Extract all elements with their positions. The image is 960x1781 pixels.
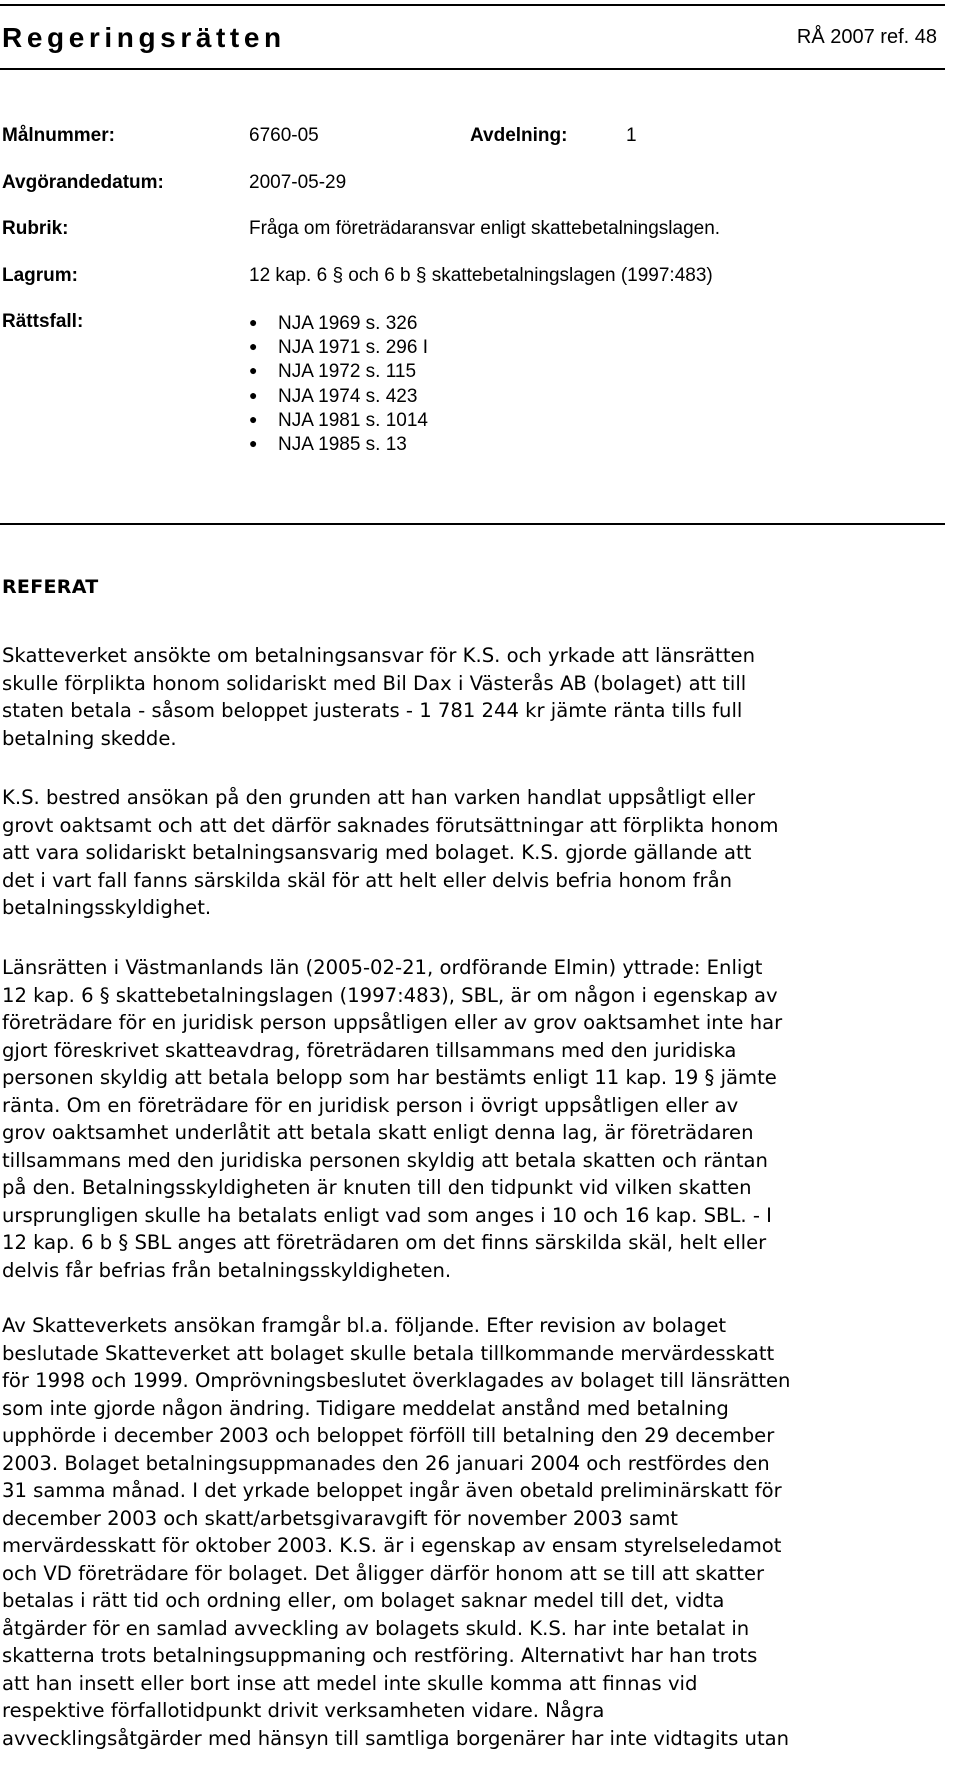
referat-heading: REFERAT	[2, 576, 99, 598]
avgorandedatum-label: Avgörandedatum:	[2, 172, 164, 193]
header-bar	[0, 4, 945, 70]
case-reference: RÅ 2007 ref. 48	[796, 26, 937, 48]
lagrum-value: 12 kap. 6 § och 6 b § skattebetalningslagen (1997:483)	[249, 265, 713, 286]
paragraph: Länsrätten i Västmanlands län (2005-02-21, ordförande Elmin) yttrade: Enligt 12 kap. 6 § skattebetalningslagen (1997:483), SBL, är om någon i egenskap av företrädare för en juridisk person uppsåtligen eller av grov oaktsamhet inte har gjort föreskrivet skatteavdrag, företrädaren tillsammans med den juridiska personen skyldig att betala belopp som har bestämts enligt 11 kap. 19 § jämte ränta. Om en företrädare för en juridisk person i övrigt uppsåtligen eller av grov oaktsamhet underlåtit att betala skatt enligt denna lag, är företrädaren tillsammans med den juridiska personen skyldig att betala skatten och räntan på den. Betalningsskyldigheten är knuten till den tidpunkt vid vilken skatten ursprungligen skulle ha betalats enligt vad som anges i 10 och 16 kap. SBL. - I 12 kap. 6 b § SBL anges att företrädaren om det finns särskilda skäl, helt eller delvis får befrias från betalningsskyldigheten.	[2, 956, 783, 1282]
malnummer-label: Målnummer:	[2, 125, 115, 146]
rubrik-value: Fråga om företrädaransvar enligt skattebetalningslagen.	[249, 218, 721, 239]
avdelning-value: 1	[626, 125, 637, 146]
section-divider	[0, 523, 945, 525]
rattsfall-label: Rättsfall:	[2, 311, 84, 332]
list-item: ● NJA 1974 s. 423	[249, 383, 428, 407]
list-item: ● NJA 1969 s. 326	[249, 310, 428, 334]
bullet-icon: ●	[249, 410, 258, 427]
malnummer-value: 6760-05	[249, 125, 319, 146]
lagrum-label: Lagrum:	[2, 265, 78, 286]
paragraph: K.S. bestred ansökan på den grunden att han varken handlat uppsåtligt eller grovt oaktsamt och att det därför saknades förutsättningar att förplikta honom att vara solidariskt betalningsansvarig med bolaget. K.S. gjorde gällande att det i vart fall fanns särskilda skäl för att helt eller delvis befria honom från betalningsskyldighet.	[2, 786, 779, 919]
paragraph: Skatteverket ansökte om betalningsansvar för K.S. och yrkade att länsrätten skulle förplikta honom solidariskt med Bil Dax i Västerås AB (bolaget) att till staten betala - såsom beloppet justerats - 1 781 244 kr jämte ränta tills full betalning skedde.	[2, 644, 756, 750]
court-name: Regeringsrätten	[2, 22, 286, 53]
bullet-icon: ●	[249, 314, 258, 330]
rubrik-label: Rubrik:	[2, 218, 69, 239]
list-item: ● NJA 1972 s. 115	[249, 358, 428, 382]
rattsfall-list	[249, 310, 428, 455]
list-item: ● NJA 1971 s. 296 I	[249, 334, 428, 358]
avdelning-label: Avdelning:	[470, 125, 568, 146]
bullet-icon: ●	[249, 338, 258, 355]
paragraph: Av Skatteverkets ansökan framgår bl.a. följande. Efter revision av bolaget beslutade Skatteverket att bolaget skulle betala tillkommande mervärdesskatt för 1998 och 1999. Omprövningsbeslutet överklagades av bolaget till länsrätten som inte gjorde någon ändring. Tidigare meddelat anstånd med betalning upphörde i december 2003 och beloppet förföll till betalning den 29 december 2003. Bolaget betalningsuppmanades den 26 januari 2004 och restfördes den 31 samma månad. I det yrkade beloppet ingår även obetald preliminärskatt för december 2003 och skatt/arbetsgivaravgift för november 2003 samt mervärdesskatt för oktober 2003. K.S. är i egenskap av ensam styrelseledamot och VD företrädare för bolaget. Det åligger därför honom att se till att skatter betalas i rätt tid och ordning eller, om bolaget saknar medel till det, vidta åtgärder för en samlad avveckling av bolagets skuld. K.S. har inte betalat in skatterna trots betalningsuppmaning och restföring. Alternativt har han trots att han insett eller bort inse att medel inte skulle komma att finnas vid respektive förfallotidpunkt drivit verksamheten vidare. Några avvecklingsåtgärder med hänsyn till samtliga borgenärer har inte vidtagits utan	[2, 1314, 791, 1750]
list-item: ● NJA 1981 s. 1014	[249, 407, 428, 431]
list-item: ● NJA 1985 s. 13	[249, 431, 428, 455]
bullet-icon: ●	[249, 386, 258, 403]
avgorandedatum-value: 2007-05-29	[249, 172, 347, 193]
bullet-icon: ●	[249, 362, 258, 379]
bullet-icon: ●	[249, 434, 258, 451]
